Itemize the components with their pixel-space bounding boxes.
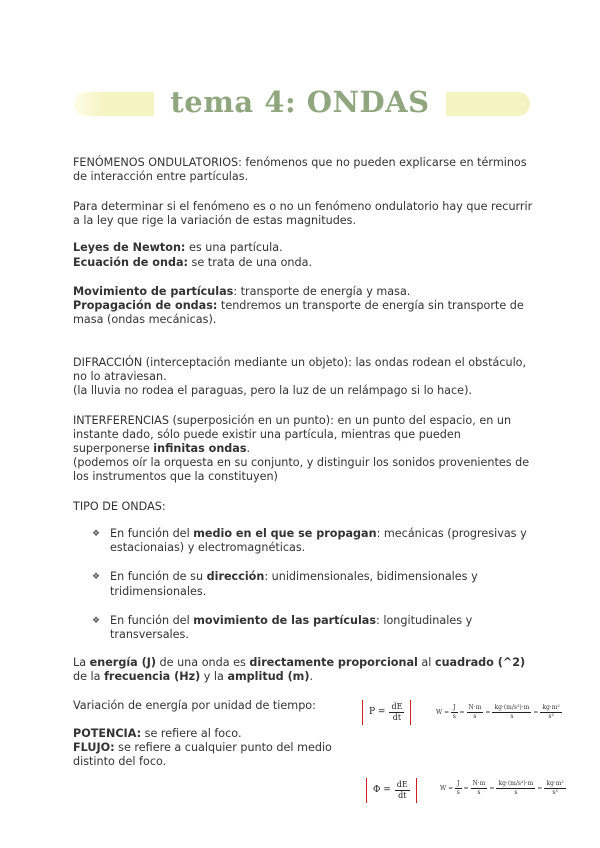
bullet-text-pre: En función del bbox=[110, 613, 194, 627]
difraccion-note: (la lluvia no rodea el paraguas, pero la luz de un relámpago si lo hace). bbox=[73, 384, 472, 397]
fraction-denominator: s³ bbox=[548, 713, 554, 720]
potencia-label: POTENCIA: bbox=[73, 727, 142, 740]
fraction-denominator: s bbox=[473, 713, 477, 720]
formula-fraction bbox=[540, 704, 561, 721]
flujo-formula bbox=[366, 778, 417, 803]
fraction-numerator: kg·(m/s²)·m bbox=[498, 780, 534, 787]
movimiento-text: : transporte de energía y masa. bbox=[233, 285, 411, 298]
page-title-text: tema 4: ONDAS bbox=[154, 85, 445, 119]
fraction-denominator: s bbox=[514, 789, 518, 796]
formula-lhs: W = bbox=[436, 708, 450, 716]
fraction-numerator: N·m bbox=[468, 704, 482, 711]
flujo-text: se refiere a cualquier punto del medio distinto del foco. bbox=[73, 741, 332, 769]
formula-fraction bbox=[544, 780, 565, 797]
equals-sign: = bbox=[459, 708, 465, 716]
interferencias-note: (podemos oír la orquesta en su conjunto, y distinguir los sonidos provenientes de los instrumentos que la constituyen) bbox=[73, 456, 530, 484]
formula-fraction bbox=[471, 780, 488, 797]
newton-text: es una partícula. bbox=[185, 241, 283, 254]
formula-fraction bbox=[467, 704, 484, 721]
tipo-heading: TIPO DE ONDAS: bbox=[73, 500, 166, 513]
movimiento-line bbox=[73, 285, 533, 299]
fraction-denominator: s bbox=[452, 713, 456, 720]
ecuacion-label: Ecuación de onda: bbox=[73, 256, 188, 269]
diamond-flower-icon: ❖ bbox=[92, 615, 101, 626]
energia-text: de una onda es bbox=[156, 656, 250, 669]
energia-text: La bbox=[73, 656, 90, 669]
fraction-numerator: dE bbox=[391, 702, 403, 711]
formula-lhs: W = bbox=[440, 784, 454, 792]
fraction-denominator: s³ bbox=[552, 789, 558, 796]
diamond-flower-icon: ❖ bbox=[92, 529, 101, 539]
interferencias-bold: infinitas ondas bbox=[153, 442, 247, 456]
fraction-numerator: J bbox=[457, 780, 460, 787]
energia-bold: amplitud (m) bbox=[227, 670, 310, 684]
bullet-text-bold: medio en el que se propagan bbox=[193, 527, 377, 540]
bullet-text-pre: En función de su bbox=[110, 570, 207, 584]
watt-units-formula-2 bbox=[440, 780, 566, 797]
fraction-denominator: dt bbox=[398, 791, 407, 800]
ecuacion-text: se trata de una onda. bbox=[187, 256, 313, 269]
bullet-text-bold: movimiento de las partículas bbox=[193, 613, 377, 627]
interferencias-end: . bbox=[246, 442, 251, 456]
potencia-formula bbox=[362, 700, 411, 725]
watt-units-formula-1 bbox=[436, 704, 562, 721]
determinar-paragraph: Para determinar si el fenómeno es o no un fenómeno ondulatorio hay que recurrir a la ley que rige la variación de estas magnitudes. bbox=[73, 200, 533, 228]
fraction-numerator: N·m bbox=[472, 780, 486, 787]
newton-label: Leyes de Newton: bbox=[73, 241, 186, 254]
movimiento-label: Movimiento de partículas bbox=[73, 285, 234, 298]
equals-sign: = bbox=[463, 784, 469, 792]
formula-fraction bbox=[455, 780, 461, 797]
newton-line bbox=[73, 241, 533, 255]
fraction-denominator: s bbox=[477, 789, 481, 796]
formula-lhs: Φ = bbox=[373, 785, 391, 796]
diamond-flower-icon: ❖ bbox=[92, 572, 101, 583]
formula-fraction bbox=[389, 702, 404, 723]
equals-sign: = bbox=[533, 708, 539, 716]
tipo-list bbox=[92, 527, 532, 642]
bullet-text-post: : unidimensionales, bidimensionales y tridimensionales. bbox=[110, 570, 478, 598]
bullet-text-pre: En función del bbox=[110, 527, 194, 540]
bullet-text-bold: dirección bbox=[206, 570, 265, 584]
formula-lhs: P = bbox=[369, 707, 386, 718]
fraction-numerator: kg·m² bbox=[546, 780, 564, 787]
energia-bold: energía (J) bbox=[89, 656, 156, 669]
equals-sign: = bbox=[537, 784, 543, 792]
fraction-numerator: J bbox=[453, 704, 456, 711]
list-item bbox=[92, 527, 532, 555]
energia-paragraph bbox=[73, 656, 533, 684]
fraction-denominator: s bbox=[510, 713, 514, 720]
variacion-heading: Variación de energía por unidad de tiempo: bbox=[73, 699, 316, 712]
page-title bbox=[0, 80, 600, 124]
flujo-line bbox=[73, 741, 353, 769]
bullet-text-post: : mecánicas (progresivas y estacionaias) y electromagnéticas. bbox=[110, 527, 527, 555]
flujo-label: FLUJO: bbox=[73, 741, 115, 754]
energia-text: . bbox=[309, 670, 314, 684]
list-item bbox=[92, 570, 532, 598]
propagacion-text: tendremos un transporte de energía sin transporte de masa (ondas mecánicas). bbox=[73, 299, 524, 327]
propagacion-line bbox=[73, 299, 533, 327]
equals-sign: = bbox=[489, 784, 495, 792]
formula-fraction bbox=[451, 704, 457, 721]
energia-bold: directamente proporcional bbox=[249, 656, 418, 669]
fraction-numerator: kg·(m/s²)·m bbox=[494, 704, 530, 711]
formula-fraction bbox=[492, 704, 531, 721]
formula-fraction bbox=[496, 780, 535, 797]
list-item bbox=[92, 614, 532, 642]
propagacion-label: Propagación de ondas: bbox=[73, 299, 218, 312]
ecuacion-line bbox=[73, 256, 533, 270]
formula-fraction bbox=[395, 780, 410, 801]
interferencias-paragraph bbox=[73, 414, 533, 457]
potencia-text: se refiere al foco. bbox=[141, 727, 242, 740]
potencia-line bbox=[73, 727, 353, 741]
bullet-text-post: : longitudinales y transversales. bbox=[110, 613, 473, 642]
energia-bold: frecuencia (Hz) bbox=[104, 670, 201, 684]
fraction-numerator: dE bbox=[396, 780, 408, 789]
energia-bold: cuadrado (^2) bbox=[434, 656, 526, 669]
fraction-denominator: s bbox=[456, 789, 460, 796]
energia-text: de la bbox=[73, 670, 105, 684]
fenomenos-paragraph: FENÓMENOS ONDULATORIOS: fenómenos que no pueden explicarse en términos de interacción entre partículas. bbox=[73, 156, 527, 184]
fraction-denominator: dt bbox=[392, 713, 402, 722]
interferencias-text: INTERFERENCIAS (superposición en un punto): en un punto del espacio, en un instante dado, sólo puede existir una partícula, mientras que pueden superponerse bbox=[73, 414, 512, 456]
fraction-numerator: kg·m² bbox=[542, 704, 560, 711]
equals-sign: = bbox=[485, 708, 491, 716]
energia-text: al bbox=[417, 656, 435, 669]
energia-text: y la bbox=[200, 670, 228, 684]
difraccion-paragraph: DIFRACCIÓN (interceptación mediante un objeto): las ondas rodean el obstáculo, no lo atraviesan. bbox=[73, 356, 527, 384]
